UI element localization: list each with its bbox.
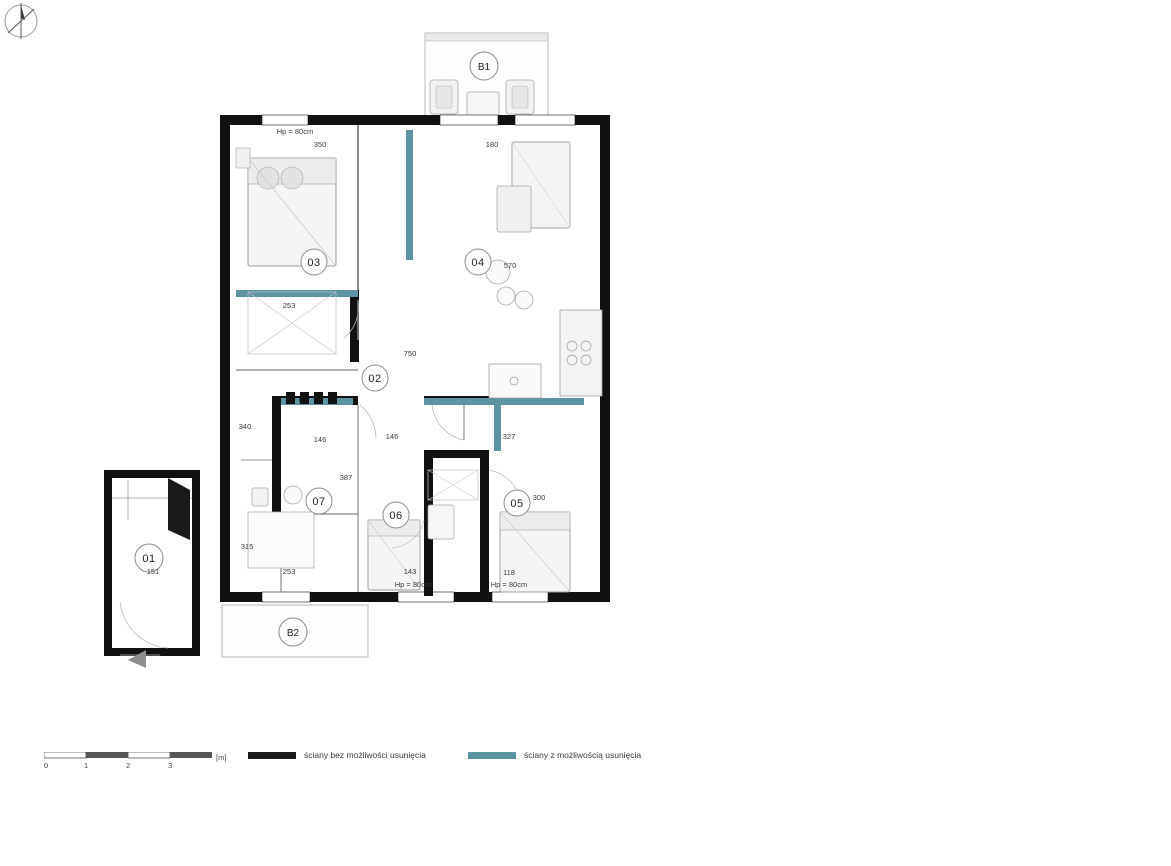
dimension-label: 118 <box>503 568 515 577</box>
room-number-06: 06 <box>389 510 403 522</box>
room-number-04: 04 <box>471 257 485 269</box>
info-panel <box>700 0 1171 826</box>
dimension-label: 253 <box>282 301 296 310</box>
compass-icon <box>0 0 42 42</box>
dimension-label: 340 <box>238 422 252 431</box>
scale-tick-1: 1 <box>84 761 89 770</box>
dimension-label: 253 <box>282 567 296 576</box>
room-number-07: 07 <box>312 496 326 508</box>
legend-label-fixed-walls: ściany bez możliwości usunięcia <box>304 750 426 760</box>
room-number-01: 01 <box>142 553 156 565</box>
dimension-label: 146 <box>385 432 399 441</box>
dimension-label: 315 <box>240 542 254 551</box>
balcony-b2-label: B2 <box>286 628 300 639</box>
dimension-label: 387 <box>339 473 353 482</box>
dimension-label: 570 <box>503 261 517 270</box>
legend-swatch-fixed-walls <box>248 752 296 759</box>
dimension-label: 327 <box>502 432 516 441</box>
dimension-label: Hp = 80cm <box>394 580 432 589</box>
dimension-label: 750 <box>403 349 417 358</box>
legend-label-removable-walls: ściany z możliwością usunięcia <box>524 750 642 760</box>
scale-tick-3: 3 <box>168 761 173 770</box>
dimension-label: 180 <box>485 140 499 149</box>
scale-unit: [m] <box>216 753 227 762</box>
dimension-label: Hp = 80cm <box>490 580 528 589</box>
dimension-label: 300 <box>532 493 546 502</box>
dimension-label: 350 <box>313 140 327 149</box>
room-number-05: 05 <box>510 498 524 510</box>
dimension-label: 151 <box>146 567 160 576</box>
scale-tick-0: 0 <box>44 761 49 770</box>
balcony-b1-label: B1 <box>477 62 491 73</box>
dimension-label: 146 <box>313 435 327 444</box>
dimension-label: Hp = 80cm <box>276 127 314 136</box>
legend-swatch-removable-walls <box>468 752 516 759</box>
dimension-label: 143 <box>403 567 417 576</box>
scale-tick-2: 2 <box>126 761 131 770</box>
room-number-03: 03 <box>307 257 321 269</box>
room-number-02: 02 <box>368 373 382 385</box>
